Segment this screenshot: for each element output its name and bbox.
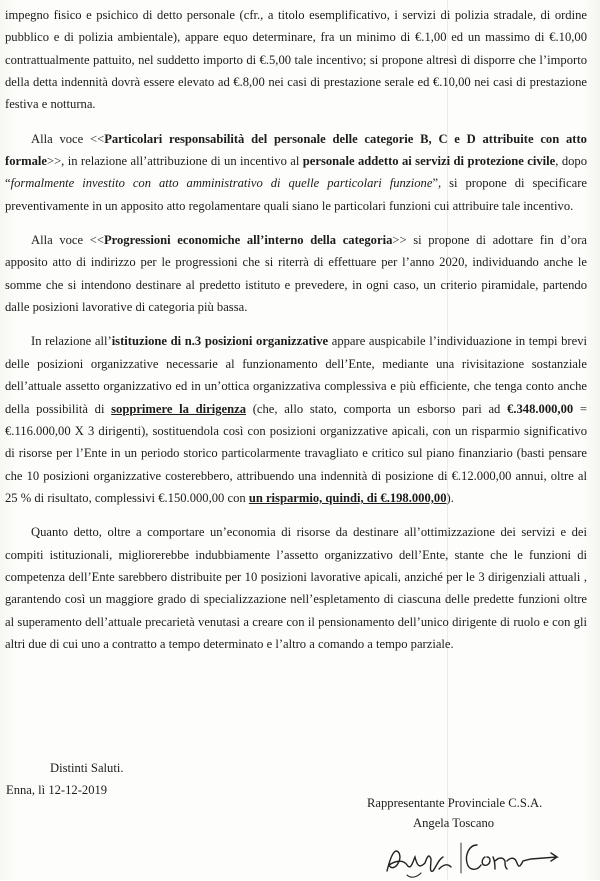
p2-text-4: ”, si propone di specificare preventivamente in un apposito atto regolamentare quali siano le particolari funzioni cui attribuire tale incentivo.: [5, 176, 587, 213]
p2-italic-quote: formalmente investito con atto amministrativo di quelle particolari funzione: [10, 176, 433, 191]
closing-block: [6, 757, 306, 801]
signature-block: [367, 793, 597, 833]
p2-text-1: Alla voce <<: [31, 131, 105, 146]
p2-bold-heading: Particolari responsabilità del personale delle categorie B, C e D attribuite con atto formale: [5, 131, 587, 169]
letter-body: [5, 4, 587, 655]
p4-underlined-dirigenza: sopprimere la dirigenza: [111, 401, 247, 416]
p4-text-2: appare auspicabile l’individuazione in tempi brevi delle posizioni organizzative necessarie al funzionamento dell’Ente, mediante una rivisitazione sostanziale dell’attuale assetto organizzativo ed in un’ottica organizzativa complessiva e più efficiente, che tenga conto anche della possibilità di: [5, 334, 587, 416]
p3-text-2: >> si propone di adottare fin d’ora apposito atto di indirizzo per le progressioni che si riterrà di effettuare per l’anno 2020, individuando anche le somme che si intendono destinare al predetto istituto e prevedere, in ogni caso, un criterio piramidale, partendo dalle posizioni lavorative di categoria più bassa.: [5, 233, 587, 315]
paragraph-4: [5, 330, 587, 509]
closing-greeting: Distinti Saluti.: [50, 761, 124, 775]
p4-underlined-risparmio: un risparmio, quindi, di €.198.000,00: [248, 490, 447, 505]
place-date: Enna, lì 12-12-2019: [6, 783, 108, 797]
handwritten-signature: [381, 835, 571, 881]
paragraph-3: [5, 229, 587, 318]
p4-text-4: = €.116.000,00 X 3 dirigenti), sostituendola così con posizioni organizzative apicali, con un risparmio significativo di risorse per l’Ente in un periodo storico particolarmente travagliato e critico sul piano finanziario (basti pensare che 10 posizioni organizzative costerebbero, attribuendo una indennità di posizione di €.12.000,00 annui, oltre al 25 % di risultato, complessivi €.150.000,00 con: [5, 401, 587, 505]
signatory-role: Rappresentante Provinciale C.S.A.: [367, 796, 543, 810]
p4-text-1: In relazione all’: [31, 334, 112, 349]
signatory-name: Angela Toscano: [413, 816, 495, 830]
p4-text-3: (che, allo stato, comporta un esborso pari ad: [246, 401, 508, 416]
paragraph-1-text: impegno fisico e psichico di detto personale (cfr., a titolo esemplificativo, i servizi di polizia stradale, di ordine pubblico e di polizia ambientale), appare equo determinare, fra un minimo di €.1,00 ed un massimo di €.10,00 contrattualmente pattuito, nel suddetto importo di €.5,00 tale incentivo; si propone altresì di disporre che l’importo della detta indennità dovrà essere elevato ad €.8,00 nei casi di prestazione serale ed €.10,00 nei casi di prestazione festiva e notturna.: [5, 8, 587, 112]
p4-text-5: ).: [446, 490, 454, 505]
p3-bold-heading: Progressioni economiche all’interno della categoria: [103, 233, 393, 248]
p3-text-1: Alla voce <<: [31, 233, 104, 248]
p4-bold-posizioni: istituzione di n.3 posizioni organizzative: [111, 334, 329, 349]
p5-text: Quanto detto, oltre a comportare un’economia di risorse da destinare all’ottimizzazione dei servizi e dei compiti istituzionali, migliorerebbe indubbiamente l’assetto organizzativo dell’Ente, stante che le funzioni di competenza dell’Ente sarebbero distribuite per 10 posizioni lavorative apicali, anziché per le 3 dirigenziali attuali , garantendo così un maggiore grado di specializzazione nell’espletamento di ciascuna delle predette funzioni oltre al superamento dell’attuale precarietà venutasi a creare con il pensionamento dell’unico dirigente di ruolo e con gli altri due di cui uno a contratto a tempo determinato e l’altro a comando a tempo parziale.: [5, 525, 587, 651]
paragraph-1: [5, 4, 587, 116]
p4-bold-amount: €.348.000,00: [507, 401, 574, 416]
paragraph-5: [5, 521, 587, 655]
paragraph-2: [5, 128, 587, 217]
p2-bold-protezione-civile: personale addetto ai servizi di protezione civile: [302, 154, 556, 169]
p2-text-3: , dopo “: [5, 154, 588, 191]
p2-text-2: >>, in relazione all’attribuzione di un incentivo al: [46, 154, 303, 169]
